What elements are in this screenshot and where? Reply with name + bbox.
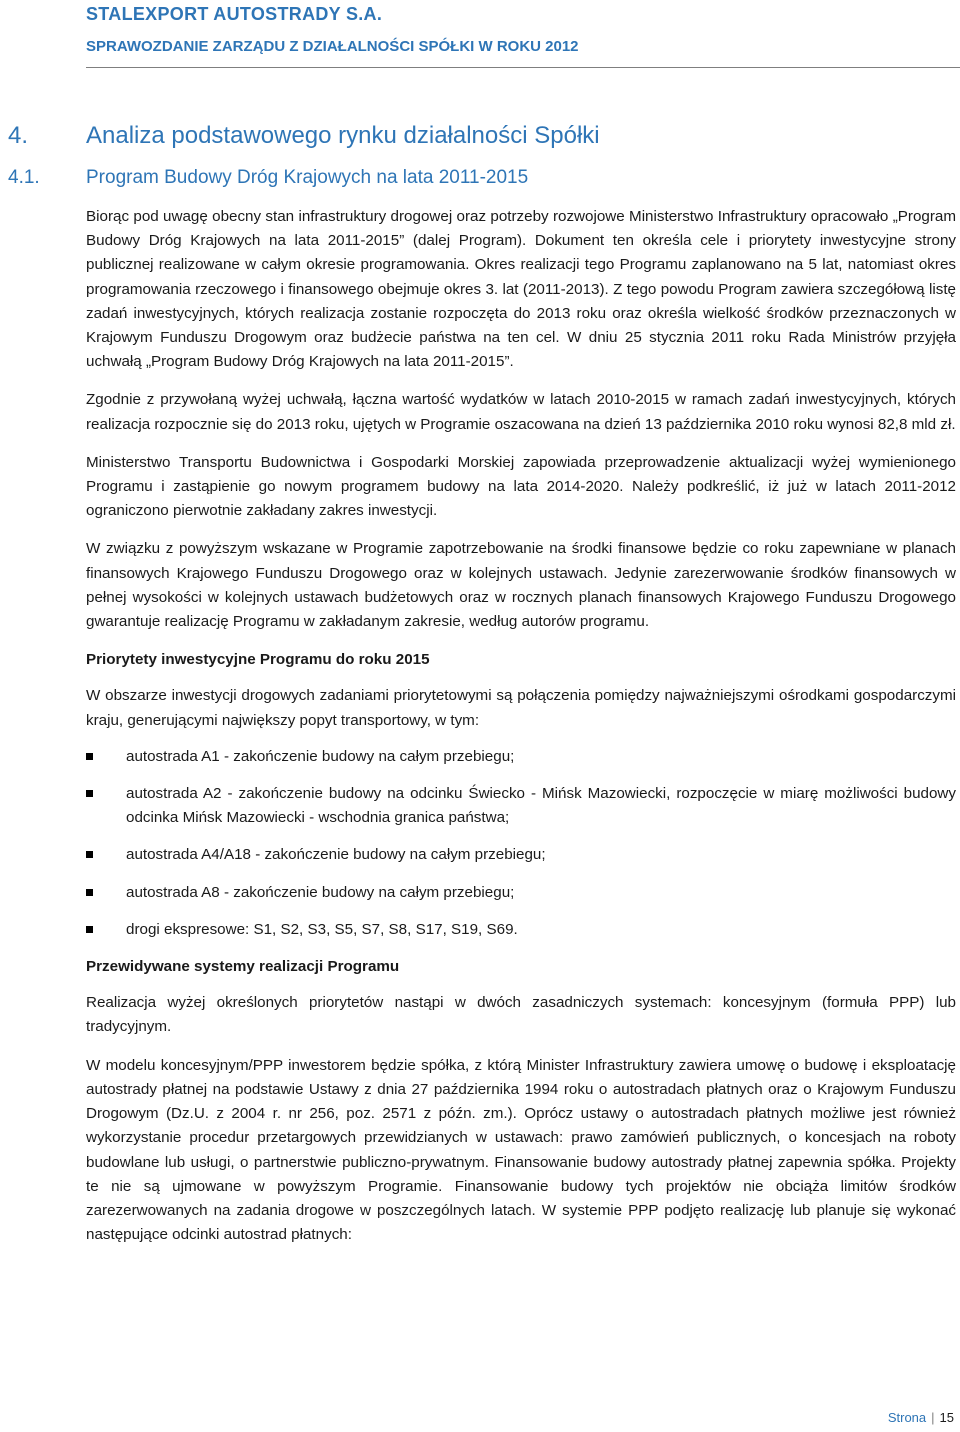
page-footer — [888, 1410, 954, 1425]
list-item: autostrada A4/A18 - zakończenie budowy na całym przebiegu; — [86, 843, 956, 867]
bullet-square-icon — [86, 889, 93, 896]
footer-label: Strona — [887, 1410, 927, 1425]
body-content — [86, 205, 956, 1261]
bullet-square-icon — [86, 790, 93, 797]
systems-heading: Przewidywane systemy realizacji Programu — [86, 958, 400, 976]
section-heading — [8, 122, 600, 150]
paragraph-expenditure: Zgodnie z przywołaną wyżej uchwałą, łączna wartość wydatków w latach 2010-2015 w ramach zadań inwestycyjnych, których realizacja rozpocznie się do 2013 roku, ujętych w Programie oszacowana na dzień 13 października 2010 roku wynosi 82,8 mld zł. — [86, 391, 956, 433]
list-item: autostrada A1 - zakończenie budowy na całym przebiegu; — [86, 745, 956, 769]
company-name: STALEXPORT AUTOSTRADY S.A. — [86, 4, 383, 24]
subsection-heading — [8, 167, 528, 189]
paragraph-concession-model: W modelu koncesyjnym/PPP inwestorem będzie spółka, z którą Minister Infrastruktury zawiera umowę o budowę i eksploatację autostrady płatnej na podstawie Ustawy z dnia 27 października 1994 roku o autostradach płatnych oraz o Krajowym Funduszu Drogowym (Dz.U. z 2004 r. nr 256, poz. 2571 z późn. zm.). Oprócz ustawy o autostradach płatnych możliwe jest również wykorzystanie procedur przetargowych przewidzianych w ustawach: prawo zamówień publicznych, o koncesjach na roboty budowlane lub usługi, o partnerstwie publiczno-prywatnym. Finansowanie budowy autostrady płatnej zapewnia spółka. Projekty te nie są ujmowane w powyższym Programie. Finansowanie budowy tych projektów nie obciąża limitów środków zarezerwowanych na zadania drogowe w poszczególnych latach. W systemie PPP podjęto realizację lub planuje się wykonać następujące odcinki autostrad płatnych: — [86, 1056, 956, 1244]
subsection-number: 4.1. — [8, 167, 40, 188]
page-number: 15 — [939, 1410, 954, 1425]
priorities-intro: W obszarze inwestycji drogowych zadaniami priorytetowymi są połączenia pomiędzy najważniejszymi ośrodkami gospodarczymi kraju, generującymi największy popyt transportowy, w tym: — [86, 687, 956, 729]
section-number: 4. — [8, 122, 29, 149]
bullet-square-icon — [86, 926, 93, 933]
paragraph-financing: W związku z powyższym wskazane w Programie zapotrzebowanie na środki finansowe będzie co roku zapewniane w planach finansowych Krajowego Funduszu Drogowego oraz w kolejnych ustawach. Jedynie zarezerwowanie środków finansowych w pełnej wysokości w kolejnych ustawach budżetowych oraz w rocznych planach finansowych Krajowego Funduszu Drogowego gwarantuje realizację Programu w zakładanym zakresie, według autorów programu. — [86, 540, 956, 631]
bullet-square-icon — [86, 851, 93, 858]
list-item: autostrada A2 - zakończenie budowy na odcinku Świecko - Mińsk Mazowiecki, rozpoczęcie w miarę możliwości budowy odcinka Mińsk Mazowiecki - wschodnia granica państwa; — [86, 782, 956, 830]
footer-separator: | — [931, 1410, 935, 1425]
priorities-heading: Priorytety inwestycyjne Programu do roku 2015 — [86, 651, 430, 669]
section-title: Analiza podstawowego rynku działalności Spółki — [86, 122, 600, 149]
list-item: autostrada A8 - zakończenie budowy na całym przebiegu; — [86, 881, 956, 905]
paragraph-systems: Realizacja wyżej określonych priorytetów nastąpi w dwóch zasadniczych systemach: koncesyjnym (formuła PPP) lub tradycyjnym. — [86, 994, 956, 1036]
paragraph-program-intro: Biorąc pod uwagę obecny stan infrastruktury drogowej oraz potrzeby rozwojowe Ministerstwo Infrastruktury opracowało „Program Budowy Dróg Krajowych na lata 2011-2015” (dalej Program). Dokument ten określa cele i priorytety inwestycyjne strony publicznej realizowane w całym okresie programowania. Okres realizacji tego Programu zaplanowano na 5 lat, natomiast okres programowania rzeczowego i finansowego obejmuje okres 3. lat (2011-2013). Z tego powodu Program zawiera szczegółową listę zadań inwestycyjnych, których realizacja zostanie rozpoczęta do 2013 roku oraz określa wielkość środków przeznaczonych w Krajowym Funduszu Drogowym oraz budżecie państwa na ten cel. W dniu 25 stycznia 2011 roku Rada Ministrów przyjęła uchwałą „Program Budowy Dróg Krajowych na lata 2011-2015”. — [86, 208, 956, 371]
paragraph-update: Ministerstwo Transportu Budownictwa i Gospodarki Morskiej zapowiada przeprowadzenie aktualizacji wyżej wymienionego Programu i zastąpienie go nowym programem budowy na lata 2014-2020. Należy podkreślić, iż już w latach 2011-2012 ograniczono pierwotnie zakładany zakres inwestycji. — [86, 453, 956, 520]
header-divider — [86, 67, 960, 68]
list-item: drogi ekspresowe: S1, S2, S3, S5, S7, S8, S17, S19, S69. — [86, 918, 956, 942]
priorities-list — [86, 745, 956, 942]
bullet-square-icon — [86, 753, 93, 760]
report-title: SPRAWOZDANIE ZARZĄDU Z DZIAŁALNOŚCI SPÓŁKI W ROKU 2012 — [86, 38, 579, 55]
subsection-title: Program Budowy Dróg Krajowych na lata 2011-2015 — [86, 167, 529, 188]
